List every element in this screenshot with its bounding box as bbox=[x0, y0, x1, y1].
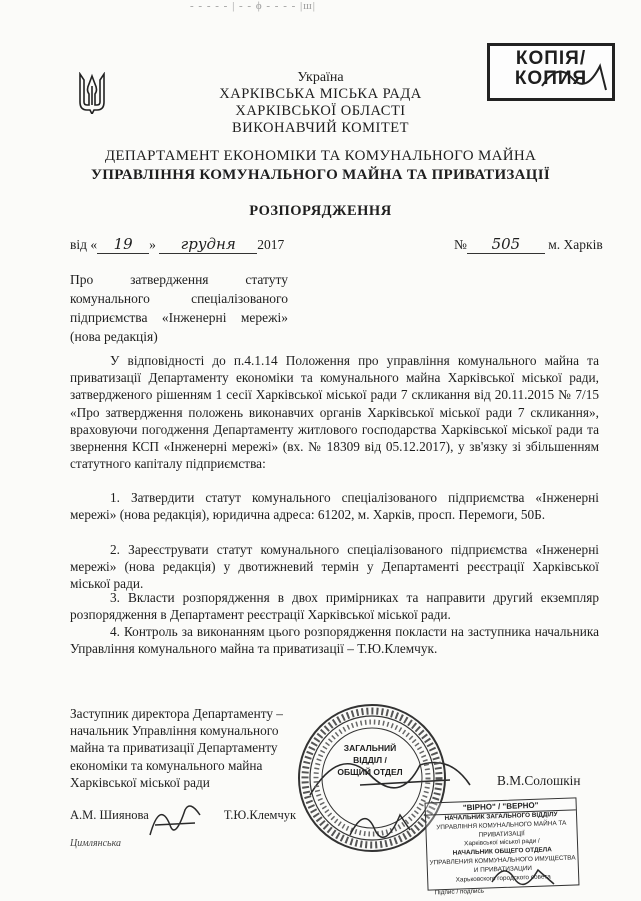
approval-first: А.М. Шиянова bbox=[70, 808, 149, 822]
subject-line: підприємства «Інженерні мережі» bbox=[70, 310, 288, 325]
date-prefix: від « bbox=[70, 237, 98, 252]
date-mid: » bbox=[149, 237, 156, 252]
approval-second: Т.Ю.Клемчук bbox=[223, 808, 297, 822]
header-department: ДЕПАРТАМЕНТ ЕКОНОМІКИ ТА КОМУНАЛЬНОГО МАЙНА bbox=[104, 148, 537, 164]
subject-line: комунального спеціалізованого bbox=[70, 291, 288, 306]
header-country: Україна bbox=[297, 70, 344, 85]
date-day: 19 bbox=[113, 235, 133, 253]
header-region: ХАРКІВСЬКОЇ ОБЛАСТІ bbox=[235, 103, 406, 119]
header-committee: ВИКОНАВЧИЙ КОМІТЕТ bbox=[232, 120, 409, 136]
body-item-1: 1. Затвердити статут комунального спеціалізованого підприємства «Інженерні мережі» (нова редакція), юридична адреса: 61202, м. Харків, просп. Перемоги, 50Б. bbox=[70, 490, 599, 523]
seal-box-line2: ВІДДІЛ / bbox=[353, 755, 387, 765]
verno-line: НАЧАЛЬНИК ЗАГАЛЬНОГО ВІДДІЛУ bbox=[444, 811, 558, 822]
copy-stamp-scribble bbox=[538, 56, 610, 96]
date-month: грудня bbox=[180, 235, 236, 253]
document-title: РОЗПОРЯДЖЕННЯ bbox=[249, 203, 392, 219]
visa-note: Цимлянська bbox=[70, 838, 121, 849]
copy-stamp-line1: КОПІЯ/ bbox=[515, 48, 587, 69]
copy-stamp bbox=[487, 43, 615, 101]
date-line bbox=[70, 235, 284, 254]
seal-box-line1: ЗАГАЛЬНИЙ bbox=[343, 743, 397, 753]
signer-name: В.М.Солошкін bbox=[497, 773, 581, 788]
subject-line: (нова редакція) bbox=[70, 329, 158, 344]
top-scribble: - - - - - | - - ϕ - - - - |ш| bbox=[190, 0, 316, 12]
body-item-4: 4. Контроль за виконанням цього розпорядження покласти на заступника начальника Управління комунального майна та приватизації – Т.Ю.Клемчук. bbox=[70, 624, 599, 657]
place: м. Харків bbox=[548, 237, 603, 252]
header-city-council: ХАРКІВСЬКА МІСЬКА РАДА bbox=[219, 86, 422, 102]
header-management: УПРАВЛІННЯ КОМУНАЛЬНОГО МАЙНА ТА ПРИВАТИЗАЦІЇ bbox=[90, 167, 551, 183]
copy-stamp-line2: КОПИЯ bbox=[514, 68, 588, 89]
date-year: 2017 bbox=[257, 237, 285, 252]
verno-title: "ВІРНО" / "ВЕРНО" bbox=[426, 798, 576, 815]
verno-line: УПРАВЛЕНИЯ КОММУНАЛЬНОГО ИМУЩЕСТВА И ПРИВАТИЗАЦИИ bbox=[429, 854, 576, 874]
body-preamble: У відповідності до п.4.1.14 Положення про управління комунального майна та приватизації Департаменту економіки та комунального майна Харківської міської ради, затвердженого рішенням 1 сесії Харківської міської ради 7 скликання від 20.11.2015 № 7/15 «Про затвердження положень виконавчих органів Харківської міської ради 7 скликання», враховуючи погодження Департаменту житлового господарства Харківської міської ради та звернення КСП «Інженерні мережі» (вх. № 18309 від 05.12.2017), у зв'язку зі збільшенням статутного капіталу підприємства: bbox=[70, 353, 599, 472]
visa-signature-2 bbox=[345, 800, 415, 850]
verno-signature bbox=[488, 860, 558, 890]
seal-box-line3: ОБЩИЙ ОТДЕЛ bbox=[337, 767, 403, 777]
verno-line: Харківської міської ради / bbox=[464, 838, 540, 848]
signer-position: Заступник директора Департаменту – начальник Управління комунального майна та приватизації Департаменту економіки та комунального майна Харківської міської ради bbox=[70, 706, 283, 790]
subject-block bbox=[70, 270, 288, 346]
number-line bbox=[454, 235, 603, 254]
body-item-2: 2. Зареєструвати статут комунального спеціалізованого підприємства «Інженерні мережі» (нова редакція) у двотижневий термін у Департаменті реєстрації Харківської міської ради. bbox=[70, 542, 599, 592]
number-prefix: № bbox=[454, 237, 467, 252]
verno-line: НАЧАЛЬНИК ОБЩЕГО ОТДЕЛА bbox=[452, 846, 552, 857]
verno-line: УПРАВЛІННЯ КОМУНАЛЬНОГО МАЙНА ТА ПРИВАТИЗАЦІЇ bbox=[436, 819, 567, 839]
subject-line: Про затвердження статуту bbox=[70, 272, 288, 287]
seal-box bbox=[336, 742, 404, 798]
verno-line: Харьковского городского совета bbox=[455, 872, 551, 884]
visa-signature-1 bbox=[145, 795, 205, 845]
verno-signature-label: Підпис / подпись bbox=[434, 888, 485, 897]
body-item-3: 3. Вкласти розпорядження в двох примірниках та направити другий екземпляр розпорядження в Департамент реєстрації Харківської міської ради. bbox=[70, 590, 599, 623]
document-number: 505 bbox=[491, 235, 521, 253]
